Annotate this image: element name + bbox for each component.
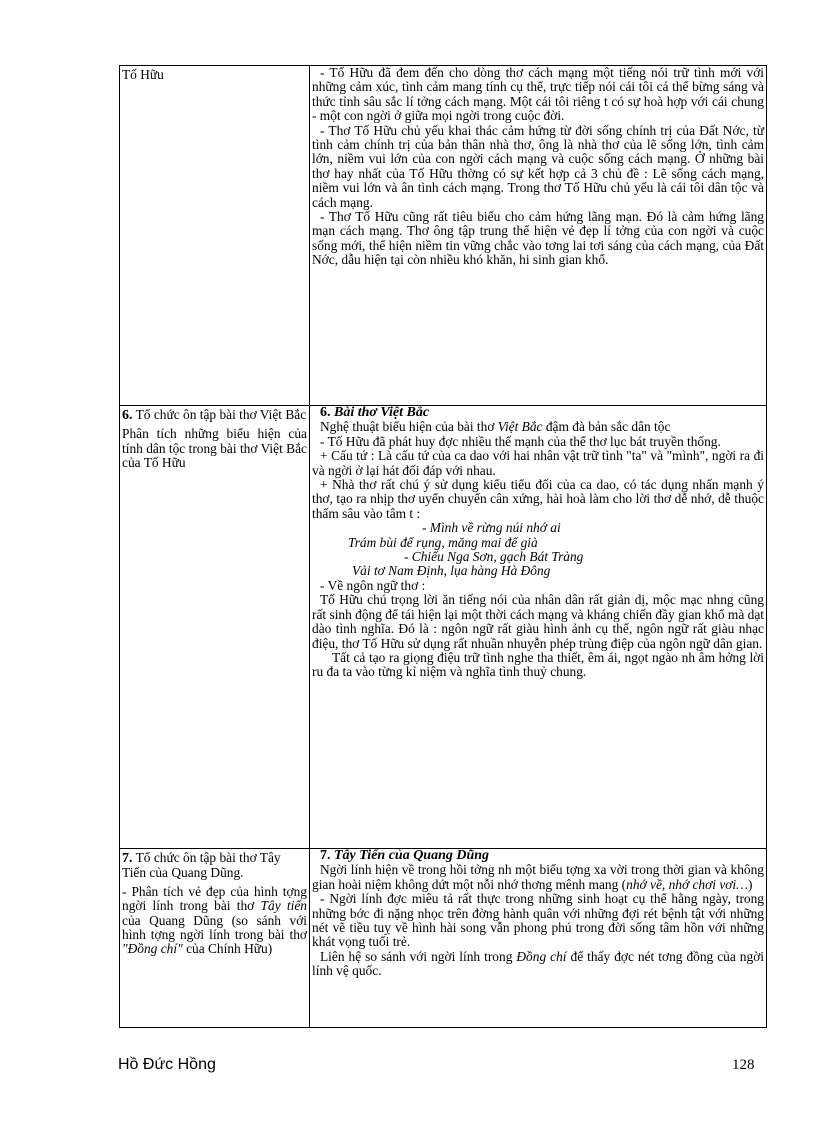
italic-title: Việt Bắc — [497, 419, 543, 435]
left-cell — [120, 406, 310, 849]
left-cell — [120, 849, 310, 1028]
section-title — [122, 851, 307, 881]
paragraph — [312, 863, 764, 892]
italic-text: nhớ về, nhớ chơi vơi… — [626, 876, 749, 892]
page-number: 128 — [732, 1057, 755, 1073]
paragraph: + Cấu tứ : Là cấu tứ của ca dao với hai nhân vật trữ tình "ta" và "mình", ngời ra đi và ngời ở lại hát đối đáp với nhau. — [312, 448, 764, 478]
verse-line: - Chiếu Nga Sơn, gạch Bát Tràng — [404, 549, 584, 565]
table-row — [120, 66, 767, 406]
heading-number: 6. — [320, 405, 331, 420]
italic-title: Đồng chí — [516, 948, 567, 964]
text-run: để thấy đợc nét tơng đồng của ngời lính vệ quốc. — [312, 948, 765, 979]
section-description — [122, 885, 307, 957]
paragraph: - Về ngôn ngữ thơ : — [320, 577, 426, 593]
text-run: Liên hệ so sánh với ngời lính trong — [320, 948, 517, 964]
content-table — [119, 65, 767, 1028]
section-number: 7. — [122, 851, 133, 866]
text-run: của Chính Hữu) — [182, 941, 273, 957]
paragraph: - Thơ Tố Hữu cũng rất tiêu biểu cho cảm hứng lãng mạn. Đó là cảm hứng lãng mạn cách mạng. Thơ ông tập trung thể hiện vẻ đẹp lí tởng của con ngời và cuộc sống mới, thể hiện niềm tin vững chắc vào tơng lai tơi sáng của cách mạng, của Đất Nớc, dẫu hiện tại còn nhiều khó khăn, hi sinh gian khổ. — [312, 209, 764, 268]
text-run: ) — [748, 876, 753, 892]
paragraph — [312, 950, 764, 979]
section-heading — [312, 406, 764, 420]
section-description: Phân tích những biểu hiện của tính dân tộc trong bài thơ Việt Bắc của Tố Hữu — [122, 426, 307, 471]
right-cell — [310, 66, 767, 406]
text-run: Nghệ thuật biểu hiện của bài thơ — [320, 419, 498, 435]
paragraph: + Nhà thơ rất chú ý sử dụng kiểu tiểu đối của ca dao, có tác dụng nhấn mạnh ý thơ, tạo ra nhịp thơ uyển chuyển cân xứng, hài hoà làm cho lời thơ dễ nhớ, dễ thuộc thấm sâu vào tâm t : — [312, 477, 764, 521]
verse-line: Vải tơ Nam Định, lụa hàng Hà Đông — [352, 563, 551, 579]
section-title — [122, 408, 307, 423]
paragraph: - Tố Hữu đã đem đến cho dòng thơ cách mạng một tiếng nói trữ tình mới với những cảm xúc, tình cảm mang tính cụ thể, trực tiếp nói cái tôi cá thể bừng sáng và thức tỉnh sâu sắc lí tởng cách mạng. Một cái tôi riêng t có sự hoà hợp với cái chung - một con ngời ở giữa mọi ngời trong cuộc đời. — [312, 65, 764, 124]
right-cell — [310, 406, 767, 849]
footer-author: Hồ Đức Hồng — [118, 1056, 216, 1073]
section-title-text: Tổ chức ôn tập bài thơ Tây Tiến của Quang Dũng. — [122, 850, 281, 881]
left-cell — [120, 66, 310, 406]
verse-line: Trám bùi để rụng, măng mai để già — [348, 534, 538, 550]
paragraph — [312, 420, 764, 434]
table-row — [120, 406, 767, 849]
text-run: - Phân tích vẻ đẹp của hình tợng ngời lính trong bài thơ — [122, 883, 307, 914]
table-row — [120, 849, 767, 1028]
text-run: đậm đà bản sắc dân tộc — [542, 419, 671, 435]
paragraph: - Ngời lính đợc miêu tả rất thực trong những sinh hoạt cụ thể hằng ngày, trong những bớc đi nặng nhọc trên đờng hành quân với những đợi rét bệnh tật với những nét vẽ tiều tuỵ về hình hài song vẫn phong phú trong đời sống tâm hồn với những khát vọng tuổi trẻ. — [312, 891, 764, 950]
italic-title: Tây tiến — [260, 898, 307, 914]
heading-number: 7. — [320, 848, 331, 863]
heading-text: Bài thơ Việt Bắc — [334, 405, 430, 420]
heading-text: Tây Tiến của Quang Dũng — [334, 848, 490, 863]
paragraph: - Thơ Tố Hữu chủ yếu khai thác cảm hứng từ đời sống chính trị của Đất Nớc, từ tình cảm chính trị của bản thân nhà thơ, ông là nhà thơ của lẽ sống lớn, tình cảm lớn, niềm vui lớn của con ngời cách mạng và cuộc sống cách mạng. Ở những bài thơ hay nhất của Tố Hữu thờng có sự kết hợp cả 3 chủ đề : Lẽ sống cách mạng, niềm vui lớn và ân tình cách mạng. Trong thơ Tố Hữu chủ yếu là cái tôi dân tộc và cách mạng. — [312, 122, 764, 210]
paragraph: Tố Hữu chú trọng lời ăn tiếng nói của nhân dân rất giản dị, mộc mạc nhng cũng rất sinh động để tái hiện lại một thời cách mạng và kháng chiến đầy gian khổ mà dạt dào tình nghĩa. Đó là : ngôn ngữ rất giàu hình ảnh cụ thể, ngôn ngữ rất giàu nhạc điệu, thơ Tố Hữu sử dụng rất nhuần nhuyễn phép trùng điệp của ngôn ngữ dân gian. — [312, 592, 764, 651]
section-title-text: Tổ chức ôn tập bài thơ Việt Bắc — [135, 407, 307, 422]
section-heading — [312, 849, 764, 863]
right-cell — [310, 849, 767, 1028]
section-title: Tố Hữu — [122, 67, 164, 82]
verse-line: - Mình về rừng núi nhớ ai — [422, 520, 561, 536]
text-run: Ngời lính hiện về trong hồi tởng nh một biểu tợng xa vời trong thời gian và không gian hoài niệm không dứt một nỗi nhớ thơng mênh mang ( — [312, 862, 764, 892]
paragraph: - Tố Hữu đã phát huy đợc nhiều thế mạnh của thể thơ lục bát truyền thống. — [320, 433, 721, 449]
italic-title: "Đồng chí" — [122, 941, 183, 957]
paragraph: Tất cả tạo ra giọng điệu trữ tình nghe tha thiết, êm ái, ngọt ngào nh âm hởng lời ru đa ta vào từng kỉ niệm và nghĩa tình thuỷ chung. — [312, 649, 764, 680]
section-number: 6. — [122, 408, 133, 423]
text-run: của Quang Dũng (so sánh với hình tợng ngời lính trong bài thơ — [122, 912, 307, 943]
